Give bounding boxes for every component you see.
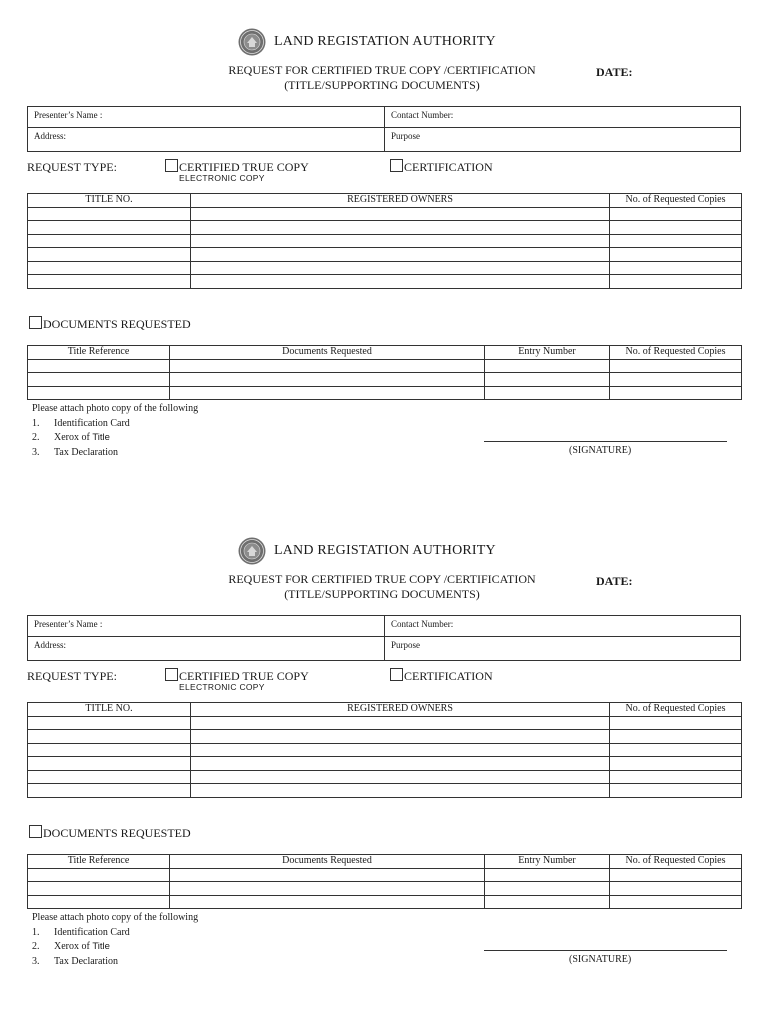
table-cell[interactable] — [610, 882, 742, 896]
table-cell[interactable] — [610, 784, 742, 798]
list-text: Xerox of — [54, 432, 93, 443]
table-cell[interactable] — [191, 770, 610, 784]
column-header: Title Reference — [28, 346, 170, 360]
contact-number-field[interactable]: Contact Number: — [391, 110, 454, 120]
table-cell[interactable] — [170, 882, 485, 896]
table-cell[interactable] — [610, 743, 742, 757]
list-text: Identification Card — [54, 417, 130, 429]
attach-intro: Please attach photo copy of the following — [32, 403, 199, 414]
attach-intro: Please attach photo copy of the following — [32, 912, 199, 923]
table-cell[interactable] — [28, 784, 191, 798]
table-cell[interactable] — [485, 868, 610, 882]
request-title-line2: (TITLE/SUPPORTING DOCUMENTS) — [284, 78, 480, 92]
table-cell[interactable] — [28, 275, 191, 289]
table-cell[interactable] — [170, 386, 485, 400]
certification-label: CERTIFICATION — [404, 160, 493, 174]
signature-line[interactable] — [484, 950, 727, 951]
table-cell[interactable] — [485, 373, 610, 387]
documents-requested-option[interactable] — [29, 316, 191, 332]
certification-option[interactable] — [390, 668, 493, 684]
column-header: No. of Requested Copies — [610, 703, 742, 717]
table-header-row — [28, 703, 742, 717]
request-type-label: REQUEST TYPE: — [27, 160, 117, 174]
table-cell[interactable] — [485, 359, 610, 373]
address-field[interactable]: Address: — [34, 640, 66, 650]
table-cell[interactable] — [191, 275, 610, 289]
table-row — [28, 234, 742, 248]
ctc-checkbox[interactable] — [165, 159, 178, 172]
column-header: No. of Requested Copies — [610, 346, 742, 360]
certification-label: CERTIFICATION — [404, 669, 493, 683]
table-row — [28, 275, 742, 289]
date-label: DATE: — [596, 65, 633, 79]
column-header: TITLE NO. — [28, 194, 191, 208]
table-cell[interactable] — [28, 359, 170, 373]
column-header: No. of Requested Copies — [610, 855, 742, 869]
table-row — [28, 373, 742, 387]
electronic-copy-label: ELECTRONIC COPY — [179, 682, 265, 692]
list-text: Identification Card — [54, 926, 130, 938]
presenter-name-field[interactable]: Presenter’s Name : — [34, 619, 103, 629]
table-cell[interactable] — [28, 234, 191, 248]
table-cell[interactable] — [610, 868, 742, 882]
table-cell[interactable] — [28, 895, 170, 909]
certification-checkbox[interactable] — [390, 668, 403, 681]
table-cell[interactable] — [170, 373, 485, 387]
table-row — [28, 770, 742, 784]
request-title-line1: REQUEST FOR CERTIFIED TRUE COPY /CERTIFICATION — [228, 572, 536, 586]
table-row — [28, 882, 742, 896]
request-title — [170, 572, 594, 602]
table-cell[interactable] — [28, 868, 170, 882]
table-cell[interactable] — [28, 743, 191, 757]
documents-requested-option[interactable] — [29, 825, 191, 841]
seal-logo-icon — [238, 537, 266, 565]
table-cell[interactable] — [28, 248, 191, 262]
table-cell[interactable] — [610, 207, 742, 221]
list-item — [32, 940, 198, 955]
table-cell[interactable] — [191, 784, 610, 798]
ctc-checkbox[interactable] — [165, 668, 178, 681]
table-cell[interactable] — [610, 716, 742, 730]
table-cell[interactable] — [485, 882, 610, 896]
table-cell[interactable] — [28, 882, 170, 896]
table-row — [28, 359, 742, 373]
request-type-label: REQUEST TYPE: — [27, 669, 117, 683]
authority-name: LAND REGISTATION AUTHORITY — [274, 543, 496, 558]
table-row — [28, 248, 742, 262]
list-number: 2. — [32, 432, 40, 443]
authority-name: LAND REGISTATION AUTHORITY — [274, 34, 496, 49]
list-item — [32, 926, 198, 941]
ctc-label: CERTIFIED TRUE COPY — [179, 160, 309, 174]
list-number: 3. — [32, 446, 40, 458]
table-row — [28, 386, 742, 400]
table-cell[interactable] — [485, 386, 610, 400]
address-field[interactable]: Address: — [34, 131, 66, 141]
presenter-name-field[interactable]: Presenter’s Name : — [34, 110, 103, 120]
column-header: REGISTERED OWNERS — [191, 703, 610, 717]
table-cell[interactable] — [191, 248, 610, 262]
seal-logo-icon — [238, 28, 266, 56]
table-row — [28, 743, 742, 757]
table-cell[interactable] — [610, 373, 742, 387]
table-cell[interactable] — [610, 248, 742, 262]
table-row — [28, 784, 742, 798]
list-item — [32, 417, 198, 432]
table-cell[interactable] — [28, 373, 170, 387]
table-cell[interactable] — [610, 359, 742, 373]
list-item — [32, 446, 198, 461]
documents-table — [27, 854, 742, 909]
signature-label: (SIGNATURE) — [569, 445, 632, 456]
list-text: Xerox of — [54, 941, 93, 952]
table-cell[interactable] — [191, 730, 610, 744]
table-row — [28, 757, 742, 771]
title-table — [27, 193, 742, 289]
certification-option[interactable] — [390, 159, 493, 175]
table-cell[interactable] — [28, 770, 191, 784]
table-cell[interactable] — [610, 275, 742, 289]
table-header-row — [28, 194, 742, 208]
request-title-line1: REQUEST FOR CERTIFIED TRUE COPY /CERTIFICATION — [228, 63, 536, 77]
table-cell[interactable] — [485, 895, 610, 909]
documents-requested-checkbox[interactable] — [29, 316, 42, 329]
documents-requested-label: DOCUMENTS REQUESTED — [43, 317, 191, 331]
request-form — [0, 0, 768, 480]
attachment-instructions — [32, 911, 198, 969]
documents-table — [27, 345, 742, 400]
table-cell[interactable] — [191, 221, 610, 235]
table-cell[interactable] — [191, 234, 610, 248]
purpose-field[interactable]: Purpose — [391, 131, 420, 141]
list-item — [32, 431, 198, 446]
title-table — [27, 702, 742, 798]
list-text: Tax Declaration — [54, 955, 118, 967]
presenter-info-box — [27, 615, 741, 661]
table-row — [28, 221, 742, 235]
list-text-suffix: Title — [92, 432, 110, 443]
table-row — [28, 730, 742, 744]
table-cell[interactable] — [191, 757, 610, 771]
list-number: 1. — [32, 926, 40, 938]
table-cell[interactable] — [191, 261, 610, 275]
column-header: Title Reference — [28, 855, 170, 869]
request-title — [170, 63, 594, 93]
list-number: 1. — [32, 417, 40, 429]
table-cell[interactable] — [28, 716, 191, 730]
list-text: Tax Declaration — [54, 446, 118, 458]
column-header: TITLE NO. — [28, 703, 191, 717]
column-header: Entry Number — [485, 346, 610, 360]
column-header: No. of Requested Copies — [610, 194, 742, 208]
table-cell[interactable] — [610, 757, 742, 771]
table-cell[interactable] — [610, 895, 742, 909]
date-label: DATE: — [596, 574, 633, 588]
signature-line[interactable] — [484, 441, 727, 442]
table-cell[interactable] — [170, 895, 485, 909]
table-cell[interactable] — [170, 868, 485, 882]
column-header: Entry Number — [485, 855, 610, 869]
ctc-label: CERTIFIED TRUE COPY — [179, 669, 309, 683]
table-cell[interactable] — [610, 221, 742, 235]
list-text-suffix: Title — [92, 941, 110, 952]
table-header-row — [28, 346, 742, 360]
column-header: Documents Requested — [170, 346, 485, 360]
purpose-field[interactable]: Purpose — [391, 640, 420, 650]
column-header: Documents Requested — [170, 855, 485, 869]
contact-number-field[interactable]: Contact Number: — [391, 619, 454, 629]
presenter-info-box — [27, 106, 741, 152]
table-row — [28, 895, 742, 909]
electronic-copy-label: ELECTRONIC COPY — [179, 173, 265, 183]
table-cell[interactable] — [610, 261, 742, 275]
table-cell[interactable] — [28, 207, 191, 221]
table-cell[interactable] — [610, 770, 742, 784]
signature-label: (SIGNATURE) — [569, 954, 632, 965]
table-row — [28, 716, 742, 730]
request-form — [0, 509, 768, 989]
table-cell[interactable] — [610, 234, 742, 248]
table-cell[interactable] — [191, 743, 610, 757]
list-item — [32, 955, 198, 970]
request-title-line2: (TITLE/SUPPORTING DOCUMENTS) — [284, 587, 480, 601]
table-row — [28, 868, 742, 882]
documents-requested-label: DOCUMENTS REQUESTED — [43, 826, 191, 840]
table-cell[interactable] — [610, 730, 742, 744]
table-cell[interactable] — [191, 207, 610, 221]
table-cell[interactable] — [191, 716, 610, 730]
table-cell[interactable] — [170, 359, 485, 373]
table-cell[interactable] — [610, 386, 742, 400]
table-row — [28, 261, 742, 275]
table-cell[interactable] — [28, 730, 191, 744]
table-cell[interactable] — [28, 386, 170, 400]
documents-requested-checkbox[interactable] — [29, 825, 42, 838]
table-row — [28, 207, 742, 221]
list-number: 3. — [32, 955, 40, 967]
table-cell[interactable] — [28, 221, 191, 235]
column-header: REGISTERED OWNERS — [191, 194, 610, 208]
table-cell[interactable] — [28, 757, 191, 771]
attachment-instructions — [32, 402, 198, 460]
list-number: 2. — [32, 941, 40, 952]
table-cell[interactable] — [28, 261, 191, 275]
certification-checkbox[interactable] — [390, 159, 403, 172]
table-header-row — [28, 855, 742, 869]
